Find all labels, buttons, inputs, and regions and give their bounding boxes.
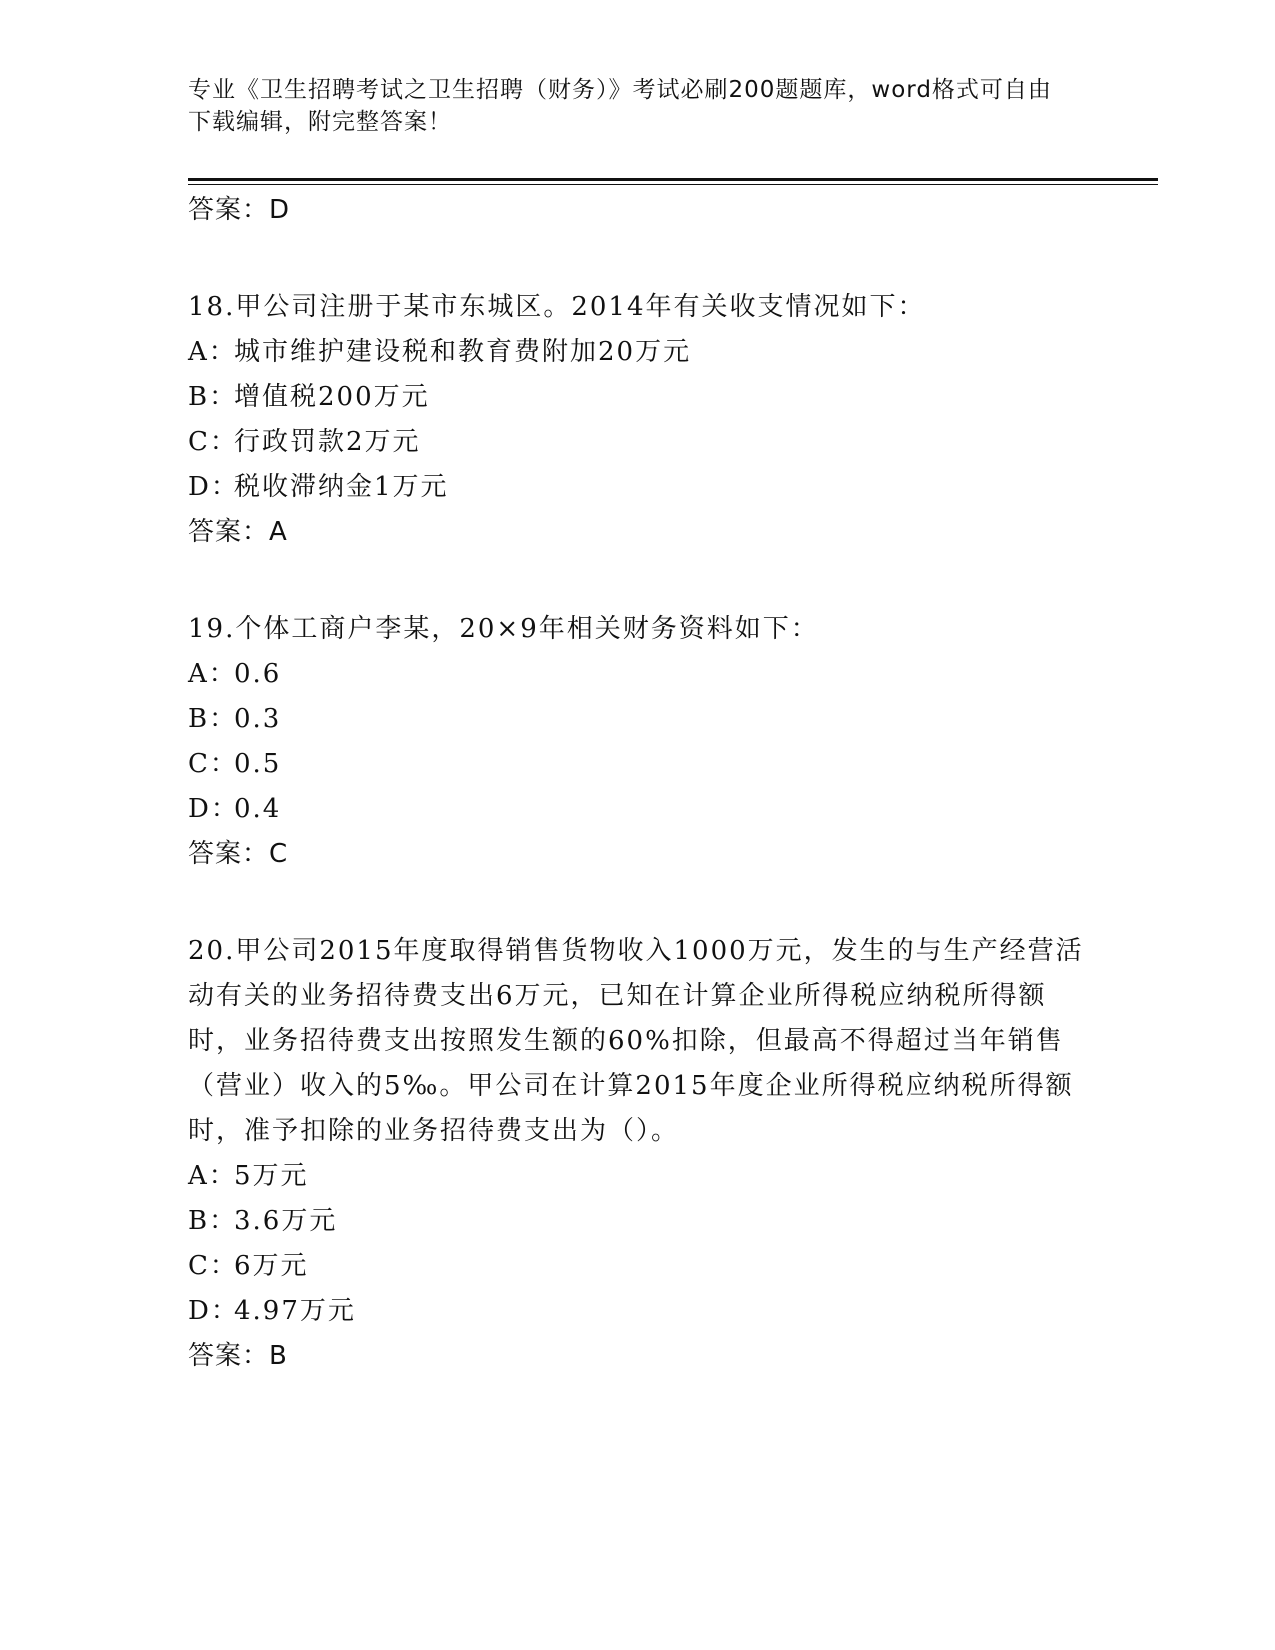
option-d (188, 465, 1088, 510)
option-b (188, 1199, 1088, 1244)
option-key: B： (188, 704, 238, 734)
option-text: 0.4 (234, 794, 282, 824)
option-text: 增值税200万元 (234, 382, 430, 412)
question-list (188, 188, 1088, 1379)
option-c (188, 1244, 1088, 1289)
option-text: 0.5 (234, 749, 282, 779)
option-c (188, 742, 1088, 787)
answer-line: 答案：D (188, 195, 291, 225)
question-18 (188, 285, 1088, 555)
answer-line: 答案：B (188, 1341, 288, 1371)
option-key: C： (188, 1251, 238, 1281)
option-text: 0.6 (234, 659, 282, 689)
option-a (188, 652, 1088, 697)
option-d (188, 787, 1088, 832)
option-text: 城市维护建设税和教育费附加20万元 (234, 337, 692, 367)
question-stem: 18.甲公司注册于某市东城区。2014年有关收支情况如下： (188, 292, 926, 322)
option-d (188, 1289, 1088, 1334)
option-c (188, 420, 1088, 465)
option-text: 0.3 (234, 704, 282, 734)
option-key: A： (188, 337, 237, 367)
option-key: A： (188, 1161, 237, 1191)
option-text: 税收滞纳金1万元 (234, 472, 449, 502)
option-key: B： (188, 1206, 238, 1236)
question-20 (188, 929, 1088, 1379)
header-divider-thick (188, 178, 1158, 181)
option-key: A： (188, 659, 237, 689)
option-text: 6万元 (234, 1251, 309, 1281)
document-header: 专业《卫生招聘考试之卫生招聘（财务）》考试必刷200题题库，word格式可自由下载编辑，附完整答案！ (188, 77, 1052, 135)
option-text: 5万元 (234, 1161, 309, 1191)
option-a (188, 330, 1088, 375)
question-19 (188, 607, 1088, 877)
option-text: 4.97万元 (234, 1296, 356, 1326)
answer-line: 答案：A (188, 517, 288, 547)
option-text: 3.6万元 (234, 1206, 338, 1236)
answer-line: 答案：C (188, 839, 289, 869)
option-key: D： (188, 472, 239, 502)
option-a (188, 1154, 1088, 1199)
option-key: B： (188, 382, 238, 412)
option-b (188, 697, 1088, 742)
option-text: 行政罚款2万元 (234, 427, 421, 457)
option-key: D： (188, 794, 239, 824)
question-stem: 20.甲公司2015年度取得销售货物收入1000万元，发生的与生产经营活动有关的业务招待费支出6万元，已知在计算企业所得税应纳税所得额时，业务招待费支出按照发生额的60%扣除，但最高不得超过当年销售（营业）收入的5‰。甲公司在计算2015年度企业所得税应纳税所得额时，准予扣除的业务招待费支出为（）。 (188, 936, 1084, 1146)
option-b (188, 375, 1088, 420)
option-key: C： (188, 749, 238, 779)
header-divider-thin (188, 184, 1158, 185)
option-key: D： (188, 1296, 239, 1326)
question-stem: 19.个体工商户李某，20×9年相关财务资料如下： (188, 614, 819, 644)
option-key: C： (188, 427, 238, 457)
